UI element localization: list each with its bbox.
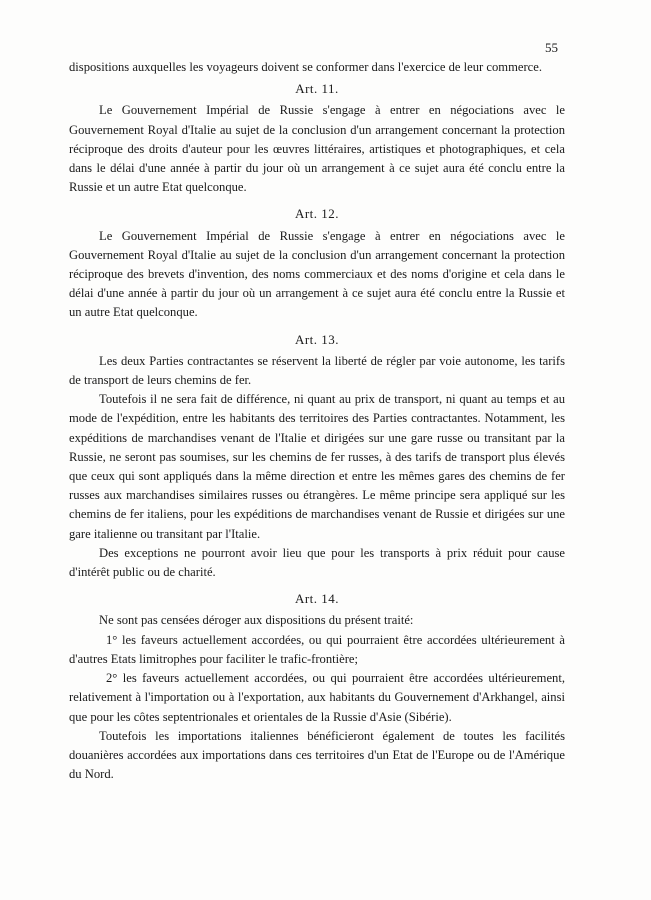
- article-13-paragraph-1: Les deux Parties contractantes se réservent la liberté de régler par voie autonome, les tarifs de transport de leurs chemins de fer.: [69, 353, 565, 388]
- page-number: 55: [545, 40, 558, 55]
- article-14-item-1: 1° les faveurs actuellement accordées, ou qui pourraient être accordées ultérieurement à d'autres Etats limitrophes pour faciliter le trafic-frontière;: [69, 632, 565, 666]
- article-14-item-2: 2° les faveurs actuellement accordées, ou qui pourraient être accordées ultérieurement, relativement à l'importation ou à l'exportation, aux habitants du Gouvernement d'Arkhangel, ainsi que pour les côtes septentrionales et orientales de la Russie d'Asie (Sibérie).: [69, 671, 565, 724]
- article-11-heading: Art. 11.: [295, 81, 339, 97]
- article-11-paragraph: Le Gouvernement Impérial de Russie s'engage à entrer en négociations avec le Gouvernement Royal d'Italie au sujet de la conclusion d'un arrangement concernant la protection réciproque des droits d'auteur pour les œuvres littéraires, artistiques et photographiques, et cela dans le délai d'une année à partir du jour où un arrangement à ce sujet aura été conclu entre la Russie et un autre Etat quelconque.: [69, 103, 565, 195]
- article-13-heading: Art. 13.: [294, 331, 340, 347]
- document-body: [69, 58, 565, 784]
- article-13-paragraph-2: Toutefois il ne sera fait de différence, ni quant au prix de transport, ni quant au temps et au mode de l'expédition, entre les habitants des territoires des Parties contractantes. Notamment, les expéditions de marchandises venant de l'Italie et dirigées sur une gare russe ou transitant par la Russie, ne seront pas soumises, sur les chemins de fer russes, à des tarifs de transport plus élevés que ceux qui sont appliqués dans la même direction et entre les mêmes gares des chemins de fer russes aux marchandises similaires russes ou étrangères. Le même principe sera appliqué sur les chemins de fer italiens, pour les expéditions de marchandises venant de Russie et dirigées sur une gare italienne ou transitant par l'Italie.: [69, 392, 565, 541]
- article-14-heading: Art. 14.: [294, 591, 340, 607]
- article-12-paragraph: Le Gouvernement Impérial de Russie s'engage à entrer en négociations avec le Gouvernement Royal d'Italie au sujet de la conclusion d'un arrangement concernant la protection réciproque des brevets d'invention, des noms commerciaux et des noms d'origine et cela dans le délai d'une année à partir du jour où un arrangement à ce sujet aura été conclu entre la Russie et un autre Etat quelconque.: [69, 228, 565, 320]
- article-14-paragraph-2: Toutefois les importations italiennes bénéficieront également de toutes les facilités douanières accordées aux importations dans ces territoires d'un Etat de l'Europe ou de l'Amérique du Nord.: [69, 728, 565, 782]
- article-14-paragraph-1: Ne sont pas censées déroger aux dispositions du présent traité:: [99, 613, 414, 628]
- article-13-paragraph-3: Des exceptions ne pourront avoir lieu que pour les transports à prix réduit pour cause d'intérêt public ou de charité.: [69, 545, 565, 580]
- article-12-heading: Art. 12.: [294, 206, 340, 222]
- intro-paragraph: dispositions auxquelles les voyageurs doivent se conformer dans l'exercice de leur commerce.: [69, 60, 542, 74]
